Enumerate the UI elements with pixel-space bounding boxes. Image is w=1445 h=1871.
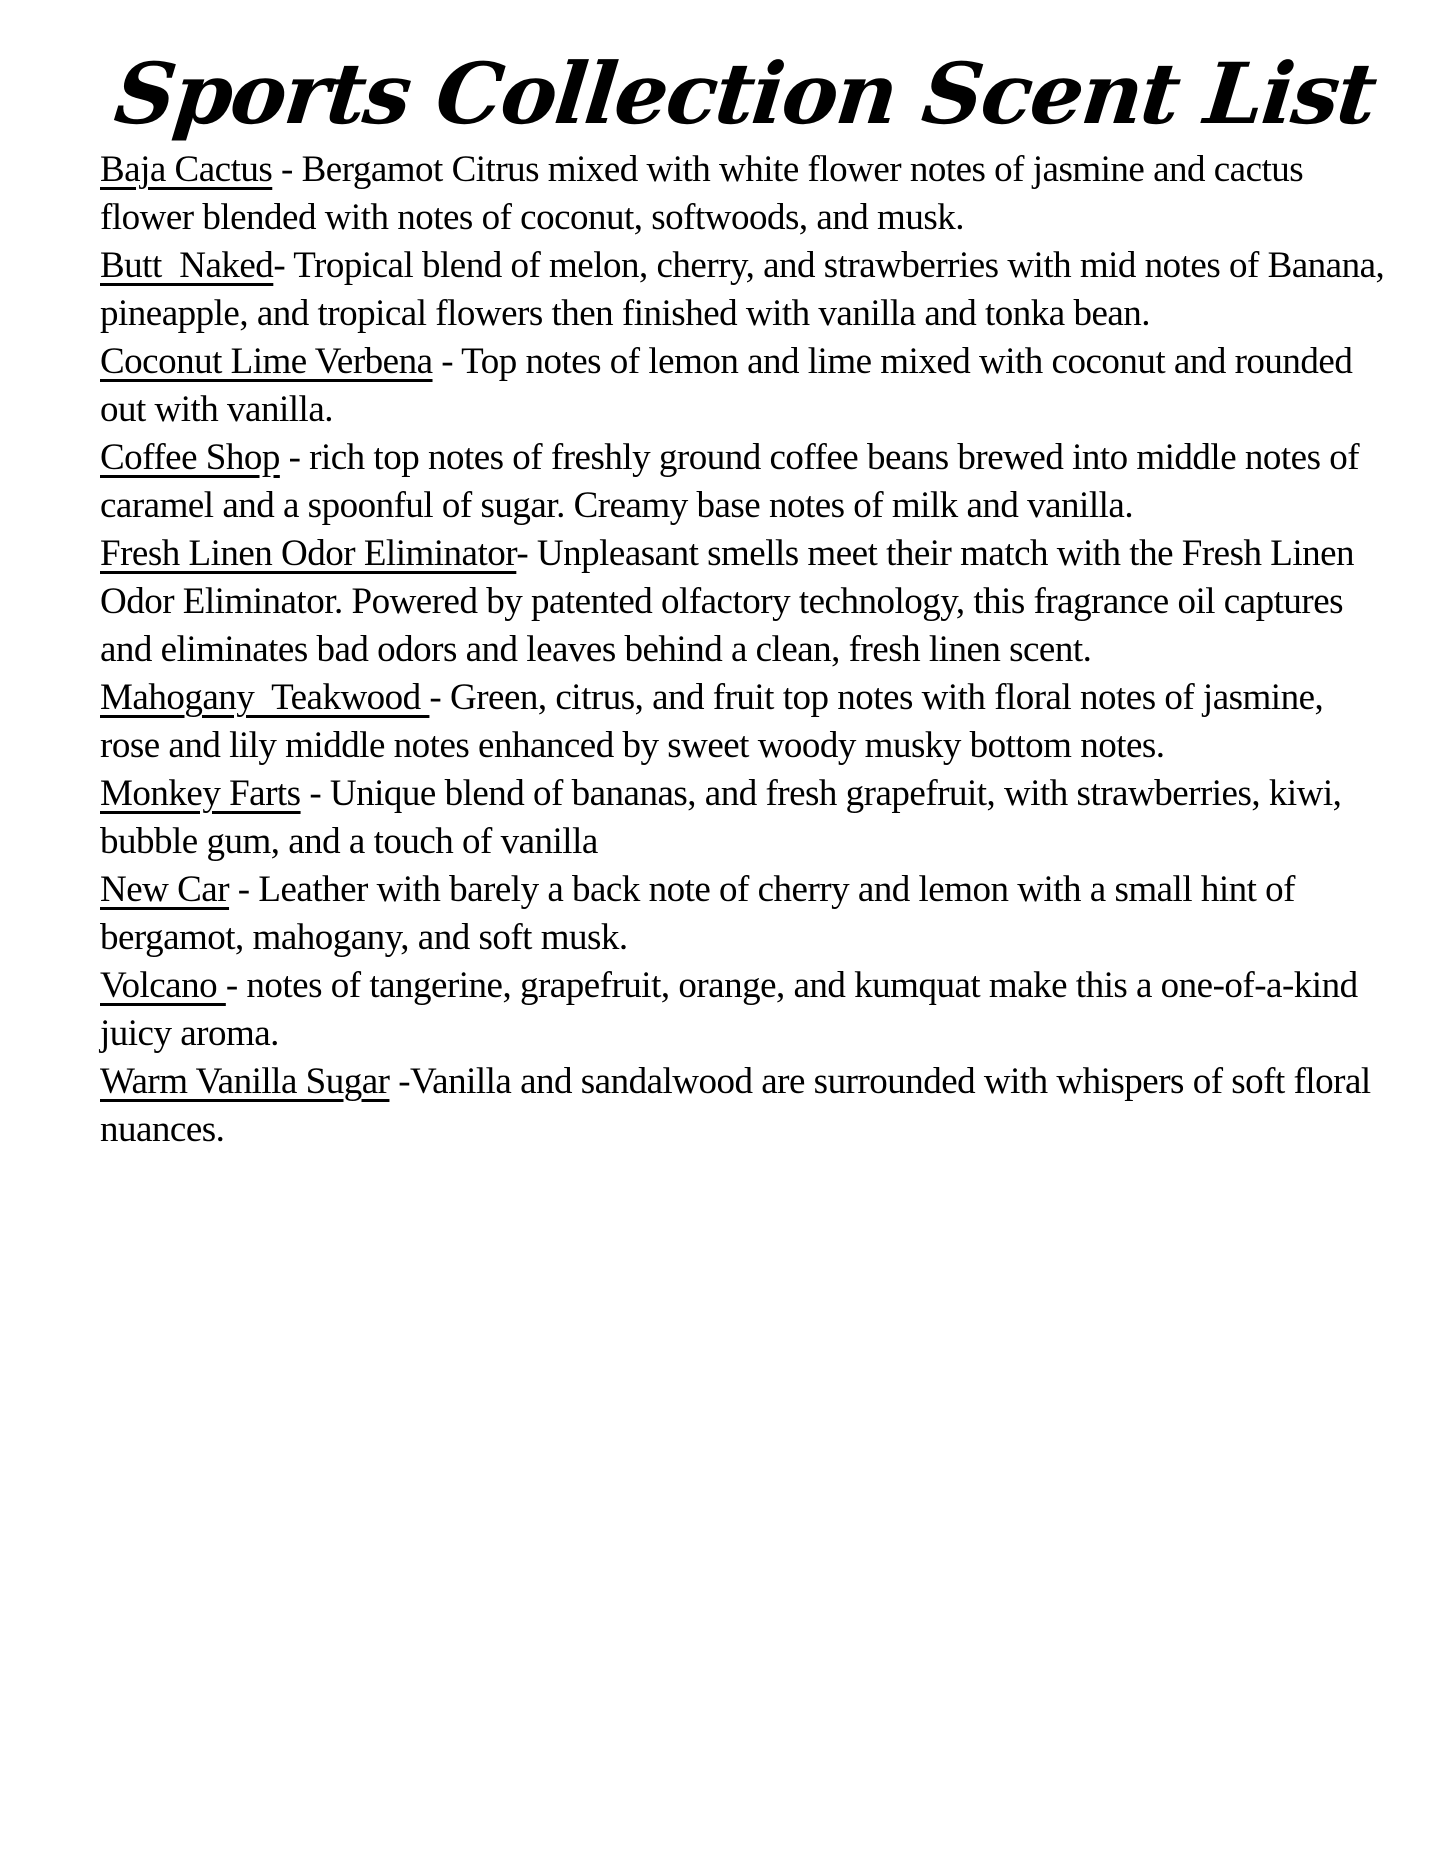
- scent-name: Baja Cactus: [100, 149, 273, 191]
- scent-name: Butt Naked: [100, 245, 274, 287]
- scent-entry: [100, 674, 1390, 770]
- scent-separator: -: [272, 149, 302, 191]
- scent-separator: -: [273, 245, 294, 287]
- scent-entry: [100, 1058, 1390, 1154]
- scent-name: Coffee Shop: [100, 437, 280, 479]
- scent-description: Leather with barely a back note of cherry and lemon with a small hint of bergamot, mahogany, and soft musk.: [100, 869, 1304, 959]
- scent-description: Unique blend of bananas, and fresh grapefruit, with strawberries, kiwi, bubble gum, and a touch of vanilla: [100, 773, 1351, 863]
- scent-name: Monkey Farts: [100, 773, 301, 815]
- scent-separator: -: [225, 965, 247, 1007]
- scent-description: Vanilla and sandalwood are surrounded with whispers of soft floral nuances.: [100, 1061, 1380, 1151]
- scent-entry: [100, 530, 1390, 674]
- scent-name: Mahogany Teakwood: [100, 677, 430, 719]
- scent-description: Unpleasant smells meet their match with the Fresh Linen Odor Eliminator. Powered by patented olfactory technology, this fragrance oil captures and eliminates bad odors and leaves behind a clean, fresh linen scent.: [100, 533, 1363, 671]
- scent-description: Top notes of lemon and lime mixed with coconut and rounded out with vanilla.: [100, 341, 1362, 431]
- scent-separator: -: [300, 773, 330, 815]
- scent-entry: [100, 962, 1390, 1058]
- scent-list: [100, 146, 1394, 1154]
- scent-separator: -: [432, 341, 462, 383]
- scent-entry: [100, 338, 1390, 434]
- scent-entry: [100, 866, 1390, 962]
- scent-separator: -: [429, 677, 450, 719]
- scent-name: Fresh Linen Odor Eliminator: [100, 533, 517, 575]
- scent-entry: [100, 770, 1390, 866]
- scent-entry: [100, 146, 1390, 242]
- scent-separator: -: [279, 437, 310, 479]
- scent-name: Warm Vanilla Sugar: [100, 1061, 390, 1103]
- scent-description: Tropical blend of melon, cherry, and strawberries with mid notes of Banana, pineapple, and tropical flowers then finished with vanilla and tonka bean.: [100, 245, 1394, 335]
- scent-name: Coconut Lime Verbena: [100, 341, 433, 383]
- scent-separator: -: [516, 533, 537, 575]
- scent-entry: [100, 434, 1390, 530]
- scent-description: notes of tangerine, grapefruit, orange, and kumquat make this a one-of-a-kind juicy aroma.: [100, 965, 1367, 1055]
- scent-description: Bergamot Citrus mixed with white flower notes of jasmine and cactus flower blended with notes of coconut, softwoods, and musk.: [100, 149, 1312, 239]
- scent-entry: [100, 242, 1394, 338]
- scent-name: Volcano: [100, 965, 226, 1007]
- page-title: Sports Collection Scent List: [110, 44, 1380, 143]
- scent-description: Green, citrus, and fruit top notes with floral notes of jasmine, rose and lily middle notes enhanced by sweet woody musky bottom notes.: [100, 677, 1333, 767]
- scent-name: New Car: [100, 869, 230, 911]
- scent-description: rich top notes of freshly ground coffee beans brewed into middle notes of caramel and a spoonful of sugar. Creamy base notes of milk and vanilla.: [100, 437, 1368, 527]
- scent-separator: -: [389, 1061, 411, 1103]
- scent-separator: -: [229, 869, 259, 911]
